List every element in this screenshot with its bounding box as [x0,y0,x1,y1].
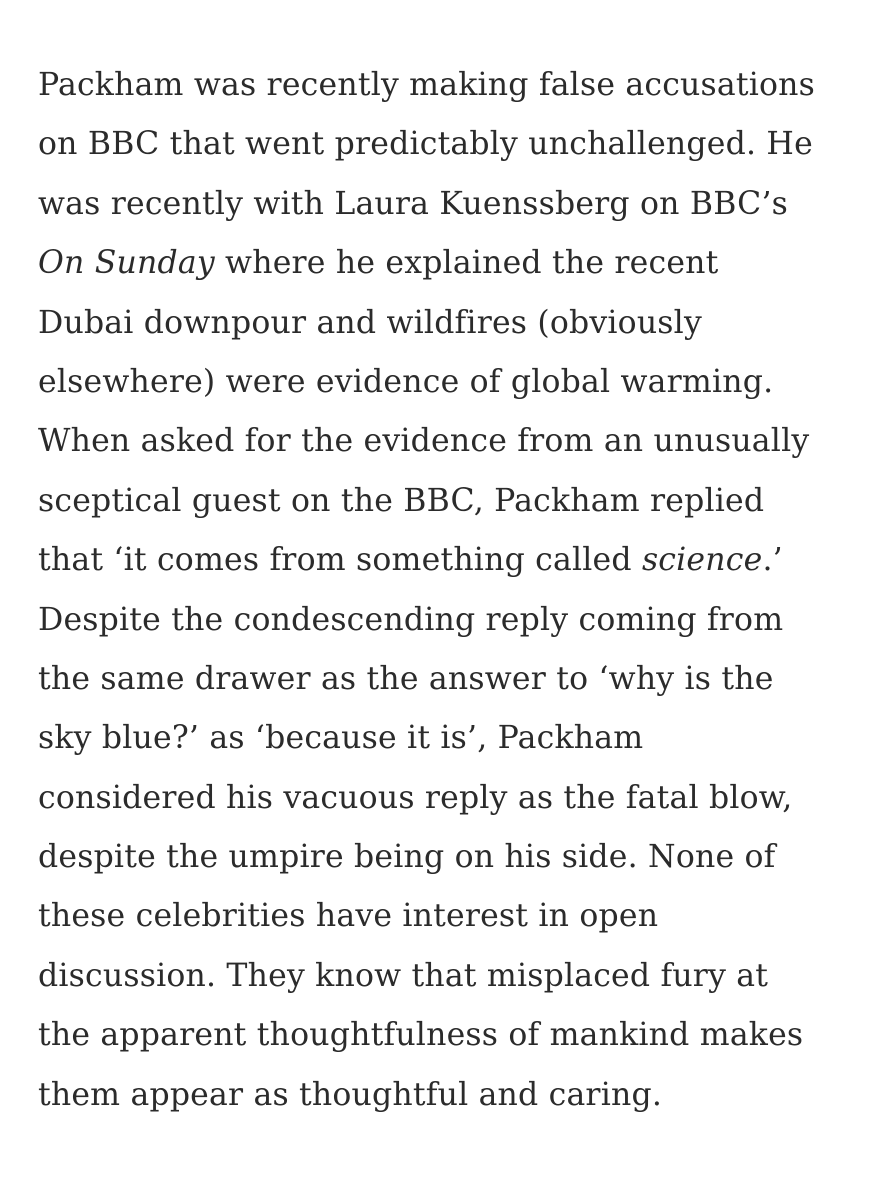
text-line [38,709,858,768]
text-segment: discussion. They know that misplaced fury at [38,957,769,994]
text-line [38,175,858,234]
text-line [38,947,858,1006]
article-body [38,56,858,1125]
text-line [38,1006,858,1065]
text-segment: considered his vacuous reply as the fatal blow, [38,779,793,816]
text-segment: was recently with Laura Kuenssberg on BBC’s [38,185,789,222]
text-line [38,531,858,590]
text-segment: the apparent thoughtfulness of mankind makes [38,1017,804,1054]
text-segment: sceptical guest on the BBC, Packham replied [38,482,765,519]
text-segment: them appear as thoughtful and caring. [38,1076,663,1113]
text-line [38,769,858,828]
text-segment: where he explained the recent [214,245,719,282]
programme-title: On Sunday [38,245,215,282]
text-line [38,1066,858,1125]
text-line [38,56,858,115]
text-line [38,234,858,293]
text-segment: despite the umpire being on his side. None of [38,839,776,876]
text-segment: Packham was recently making false accusations [38,67,816,103]
text-line [38,294,858,353]
text-segment: Dubai downpour and wildfires (obviously [38,304,702,341]
text-line [38,412,858,471]
text-line [38,887,858,946]
text-segment: that ‘it comes from something called [38,542,642,579]
text-line [38,353,858,412]
text-segment: the same drawer as the answer to ‘why is the [38,660,774,697]
text-segment: Despite the condescending reply coming from [38,601,784,638]
text-segment: When asked for the evidence from an unusually [38,423,810,460]
text-segment: elsewhere) were evidence of global warming. [38,363,774,400]
text-segment: sky blue?’ as ‘because it is’, Packham [38,720,644,757]
text-line [38,472,858,531]
text-line [38,591,858,650]
text-line [38,115,858,174]
emphasis-science: science [641,542,763,579]
text-segment: on BBC that went predictably unchallenged. He [38,126,813,163]
text-line [38,650,858,709]
text-segment: .’ [762,542,783,579]
text-line [38,828,858,887]
text-segment: these celebrities have interest in open [38,898,659,935]
